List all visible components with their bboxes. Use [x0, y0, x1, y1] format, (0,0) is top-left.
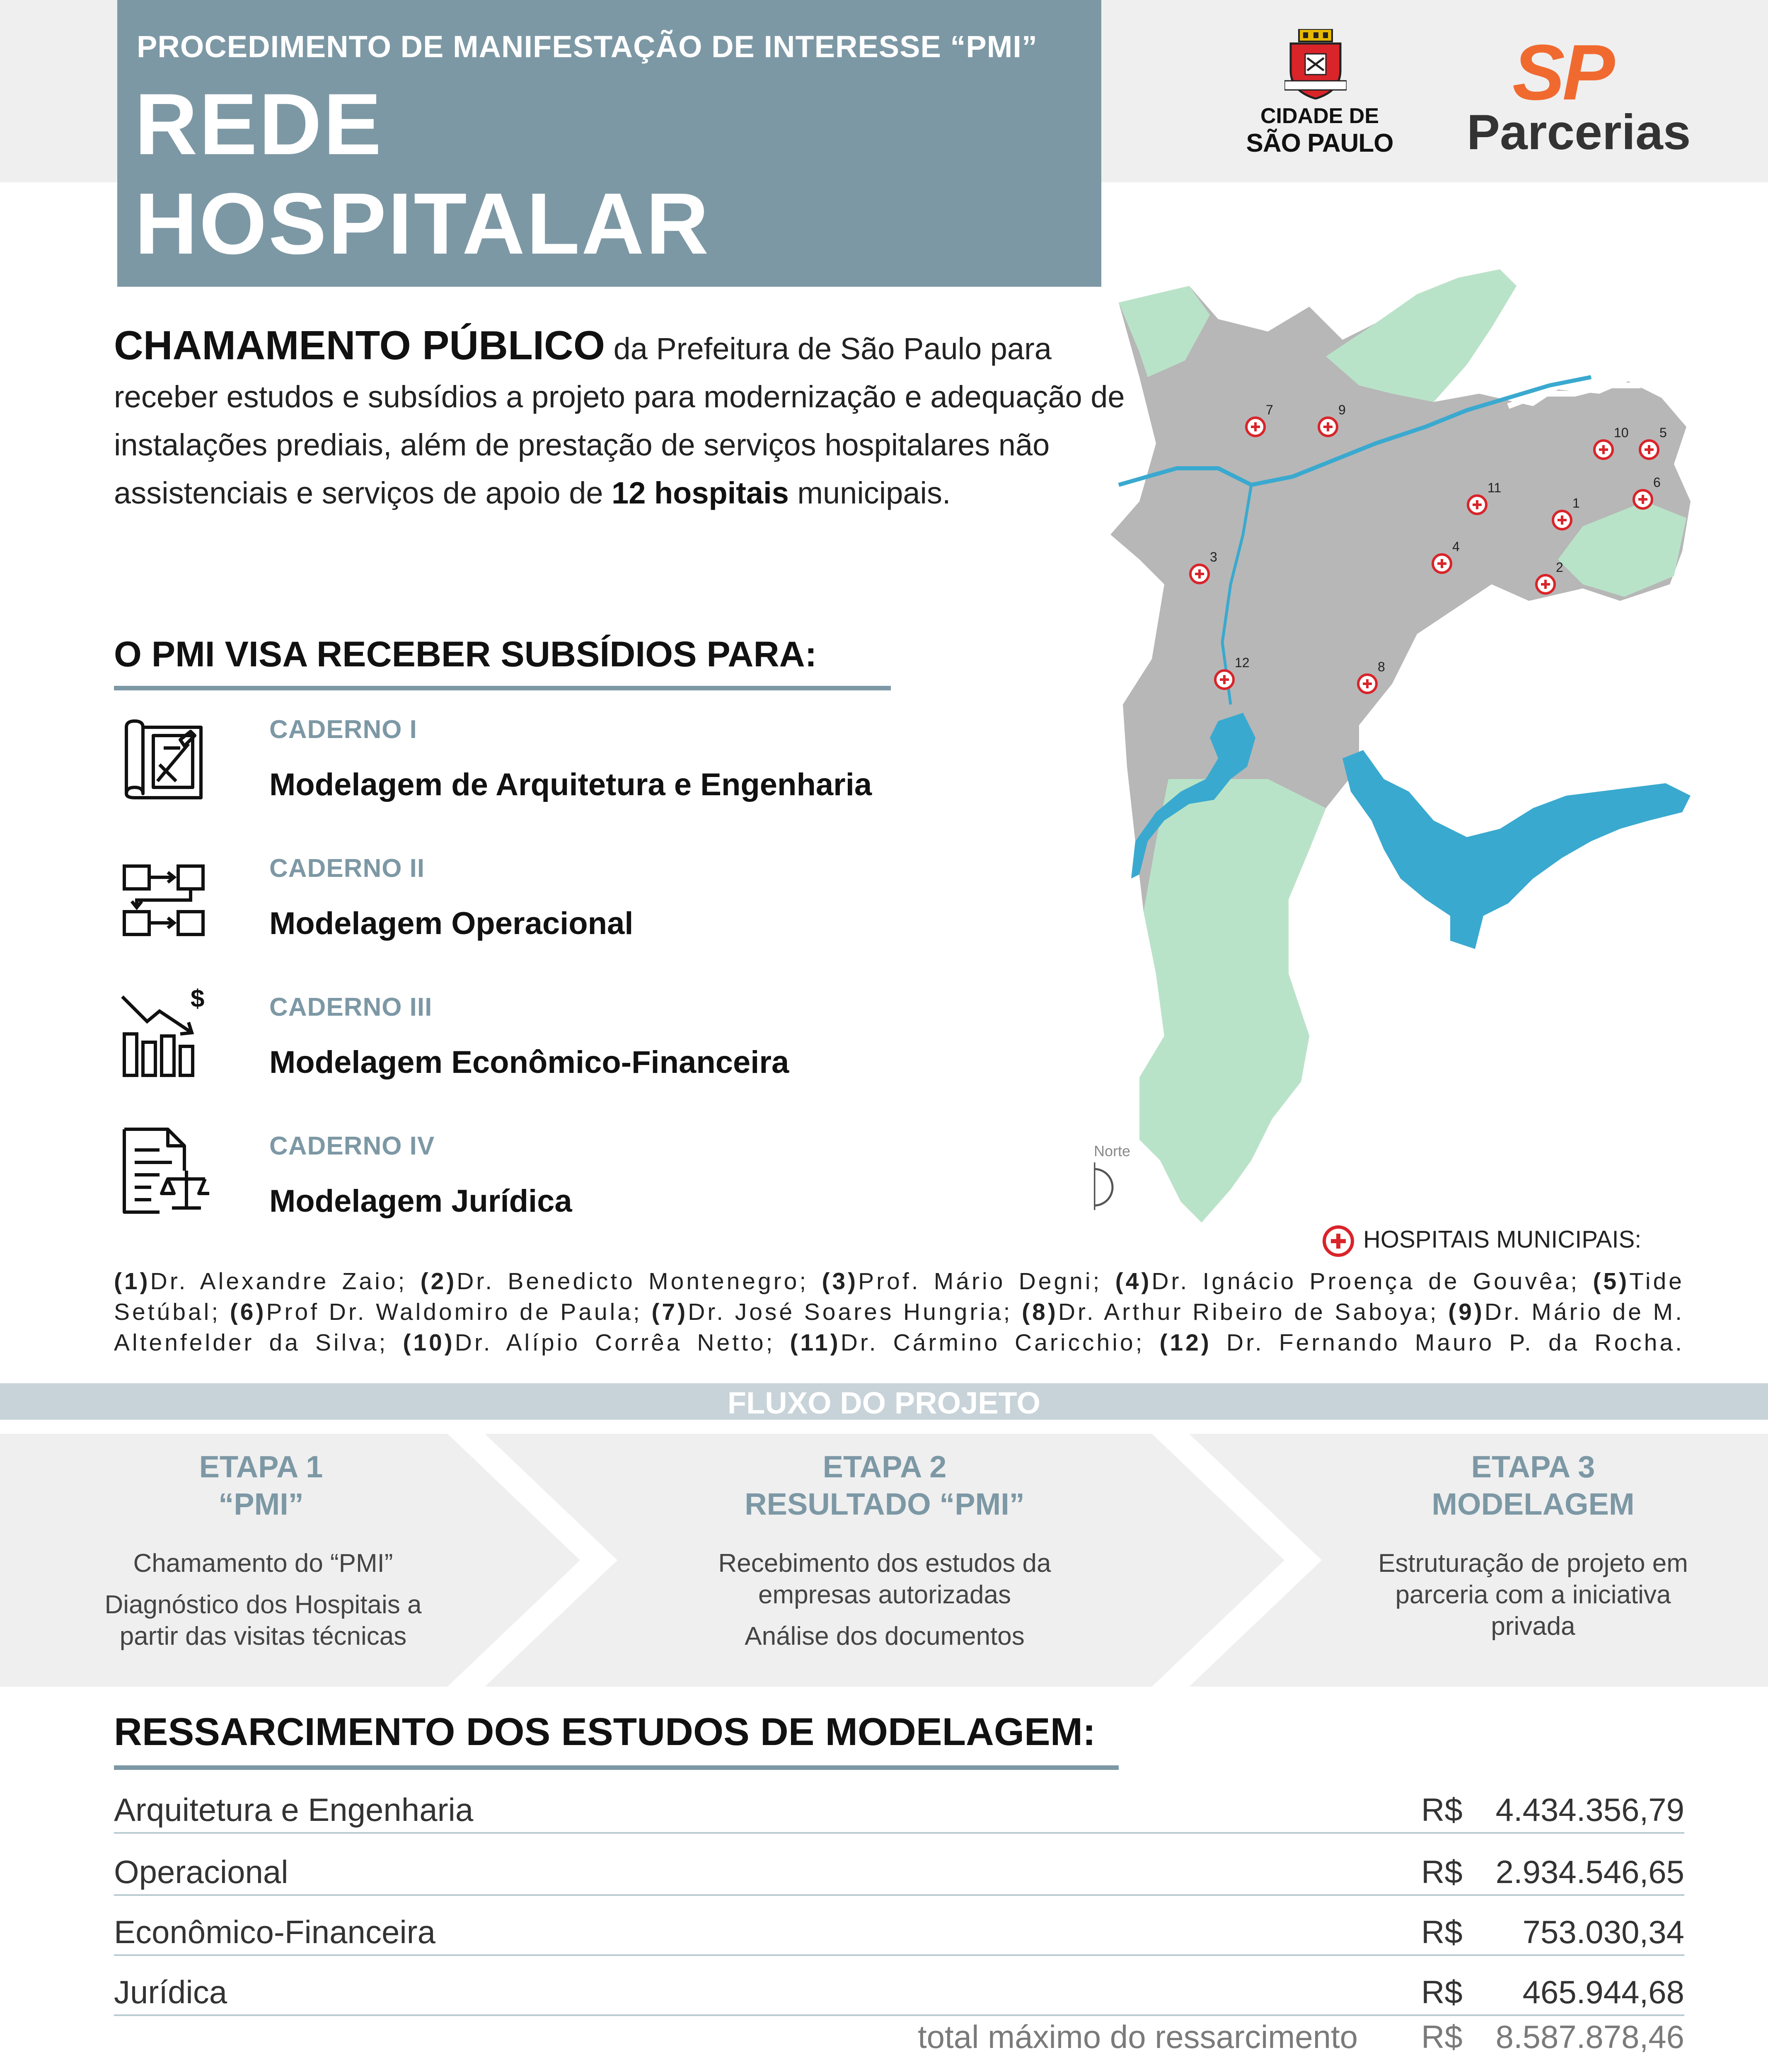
hospital-num: (12)	[1159, 1329, 1212, 1356]
total-currency: R$	[1421, 2019, 1463, 2055]
step-3-head1: ETAPA 3	[1471, 1450, 1595, 1484]
hospital-num: (7)	[651, 1299, 688, 1325]
map-legend-label: HOSPITAIS MUNICIPAIS:	[1363, 1226, 1642, 1253]
step-1-head2: “PMI”	[218, 1487, 304, 1521]
hospital-num: (9)	[1448, 1299, 1485, 1325]
reimbursement-label: Operacional	[114, 1854, 288, 1890]
hospital-num: (5)	[1593, 1268, 1630, 1295]
caderno-2-title: Modelagem Operacional	[269, 906, 634, 941]
hospital-num: (6)	[230, 1299, 266, 1325]
intro-paragraph	[114, 321, 1142, 517]
hospital-num: (10)	[403, 1329, 455, 1356]
reimbursement-row	[114, 1902, 1684, 1956]
hospital-name: Dr. Fernando Mauro P. da Rocha.	[1211, 1329, 1685, 1356]
reimbursement-label: Econômico-Financeira	[114, 1914, 436, 1950]
reimbursement-row	[114, 1780, 1684, 1834]
flowchart-icon	[118, 854, 209, 945]
intro-text1: da Prefeitura de São Paulo para receber estudos e subsídios a projeto para modernização e adequação de instalações prediais, além de prestação de serviços hospitalares não assistenciais e serviços de apoio de	[114, 332, 1125, 510]
reimbursement-currency: R$	[1421, 1791, 1463, 1828]
hospital-list	[114, 1266, 1684, 1358]
pmi-heading-underline	[114, 686, 891, 690]
caderno-1-title: Modelagem de Arquitetura e Engenharia	[269, 767, 872, 802]
map-green-south	[1139, 779, 1326, 1222]
reimbursement-heading-underline	[114, 1765, 1119, 1770]
hospital-name: Dr. Alexandre Zaio;	[150, 1268, 421, 1295]
reimbursement-value: 2.934.546,65	[1495, 1854, 1684, 1890]
sp-logo-mark: SP	[1512, 29, 1613, 116]
hospital-marker-label-7: 7	[1266, 402, 1273, 417]
total-value: 8.587.878,46	[1495, 2019, 1684, 2055]
caderno-4-label: CADERNO IV	[269, 1132, 435, 1160]
step-2-head2: RESULTADO “PMI”	[745, 1487, 1025, 1521]
hospital-marker-label-4: 4	[1452, 539, 1460, 554]
hospital-marker-label-11: 11	[1487, 480, 1502, 495]
row-divider	[114, 2014, 1684, 2016]
caderno-3-label: CADERNO III	[269, 993, 433, 1021]
title-kicker: PROCEDIMENTO DE MANIFESTAÇÃO DE INTERESSE “PMI”	[137, 29, 1038, 64]
step-2-heading	[692, 1448, 1077, 1523]
caderno-3-title: Modelagem Econômico-Financeira	[269, 1045, 789, 1080]
step-2-line: Análise dos documentos	[745, 1622, 1025, 1651]
hospital-marker-label-3: 3	[1210, 549, 1217, 564]
page-title-line1: REDE	[135, 75, 383, 173]
hospital-num: (11)	[790, 1329, 841, 1356]
reimbursement-heading: RESSARCIMENTO DOS ESTUDOS DE MODELAGEM:	[114, 1710, 1096, 1753]
hospital-marker-label-2: 2	[1556, 560, 1563, 575]
legal-document-icon	[118, 1125, 209, 1216]
sao-paulo-map	[1094, 269, 1740, 1231]
city-of-sao-paulo-logo	[1226, 29, 1413, 162]
blueprint-icon	[118, 715, 209, 806]
hospital-name: Prof Dr. Waldomiro de Paula;	[266, 1299, 652, 1325]
hospital-name: Dr. Mário de M. Altenfelder da Silva;	[114, 1299, 1684, 1356]
reimbursement-value: 465.944,68	[1522, 1974, 1684, 2010]
north-arrow-icon	[1094, 1143, 1130, 1210]
reimbursement-label: Arquitetura e Engenharia	[114, 1791, 474, 1828]
row-divider	[114, 1954, 1684, 1956]
north-label: Norte	[1094, 1143, 1131, 1159]
hospital-name: Dr. Arthur Ribeiro de Saboya;	[1058, 1299, 1449, 1325]
map-legend	[1322, 1225, 1641, 1258]
city-logo-line2: SÃO PAULO	[1246, 129, 1393, 157]
step-3-head2: MODELAGEM	[1432, 1487, 1635, 1521]
finance-chart-icon	[118, 988, 209, 1080]
hospital-num: (3)	[822, 1268, 859, 1295]
hospital-marker-label-1: 1	[1572, 496, 1580, 511]
flow-title: FLUXO DO PROJETO	[727, 1386, 1041, 1420]
reimbursement-row	[114, 1962, 1684, 2016]
hospital-marker-label-10: 10	[1614, 425, 1629, 440]
pmi-section-heading: O PMI VISA RECEBER SUBSÍDIOS PARA:	[114, 634, 817, 674]
sp-parcerias-logo	[1458, 29, 1691, 160]
hospital-num: (8)	[1022, 1299, 1058, 1325]
hospital-name: Dr. Alípio Corrêa Netto;	[455, 1329, 790, 1356]
hospital-marker-label-8: 8	[1378, 659, 1385, 674]
reimbursement-currency: R$	[1421, 1974, 1463, 2010]
hospital-num: (4)	[1115, 1268, 1152, 1295]
row-divider	[114, 1894, 1684, 1896]
hospital-marker-label-9: 9	[1338, 402, 1346, 417]
step-1-line: Diagnóstico dos Hospitais a partir das visitas técnicas	[104, 1590, 422, 1651]
reimbursement-label: Jurídica	[114, 1974, 227, 2010]
caderno-2-label: CADERNO II	[269, 854, 425, 883]
page-title-line2: HOSPITALAR	[135, 175, 711, 272]
step-1-heading	[75, 1448, 447, 1523]
city-logo-line1: CIDADE DE	[1260, 104, 1379, 128]
row-divider	[114, 1832, 1684, 1834]
step-3-line: Estruturação de projeto em parceria com a iniciativa privada	[1378, 1549, 1688, 1641]
map-reservoir-east	[1342, 750, 1691, 949]
step-1-body	[66, 1548, 460, 1652]
sp-logo-word: Parcerias	[1467, 104, 1691, 160]
hospital-marker-label-6: 6	[1653, 475, 1661, 490]
hospital-num: (2)	[420, 1268, 457, 1295]
caderno-4-title: Modelagem Jurídica	[269, 1184, 572, 1219]
hospital-name: Dr. Benedicto Montenegro;	[457, 1268, 822, 1295]
intro-lead: CHAMAMENTO PÚBLICO	[114, 322, 605, 368]
intro-bold: 12 hospitais	[612, 476, 789, 510]
svg-text:$: $	[191, 988, 205, 1012]
hospital-name: Dr. Cármino Caricchio;	[840, 1329, 1160, 1356]
step-2-line: Recebimento dos estudos da empresas autorizadas	[718, 1549, 1051, 1609]
hospital-name: Prof. Mário Degni;	[858, 1268, 1115, 1295]
reimbursement-value: 4.434.356,79	[1495, 1791, 1684, 1828]
step-1-head1: ETAPA 1	[199, 1450, 323, 1484]
hospital-marker-label-5: 5	[1659, 425, 1667, 440]
caderno-1-label: CADERNO I	[269, 715, 417, 744]
hospital-cross-icon	[1322, 1225, 1355, 1258]
step-1-line: Chamamento do “PMI”	[133, 1549, 393, 1578]
reimbursement-currency: R$	[1421, 1914, 1463, 1950]
reimbursement-currency: R$	[1421, 1854, 1463, 1890]
step-3-body	[1367, 1548, 1699, 1642]
total-label: total máximo do ressarcimento	[918, 2019, 1358, 2055]
hospital-num: (1)	[114, 1268, 150, 1295]
hospital-marker-label-12: 12	[1235, 655, 1250, 670]
step-3-heading	[1347, 1448, 1720, 1523]
reimbursement-value: 753.030,34	[1522, 1914, 1684, 1950]
step-2-body	[680, 1548, 1090, 1652]
hospital-name: Dr. José Soares Hungria;	[688, 1299, 1022, 1325]
intro-text2: municipais.	[788, 476, 951, 510]
city-crest-icon	[1284, 29, 1347, 99]
hospital-name: Dr. Ignácio Proença de Gouvêa;	[1151, 1268, 1593, 1295]
step-2-head1: ETAPA 2	[822, 1450, 947, 1484]
hospital-name: Tide Setúbal;	[114, 1268, 1684, 1325]
reimbursement-row	[114, 1842, 1684, 1896]
